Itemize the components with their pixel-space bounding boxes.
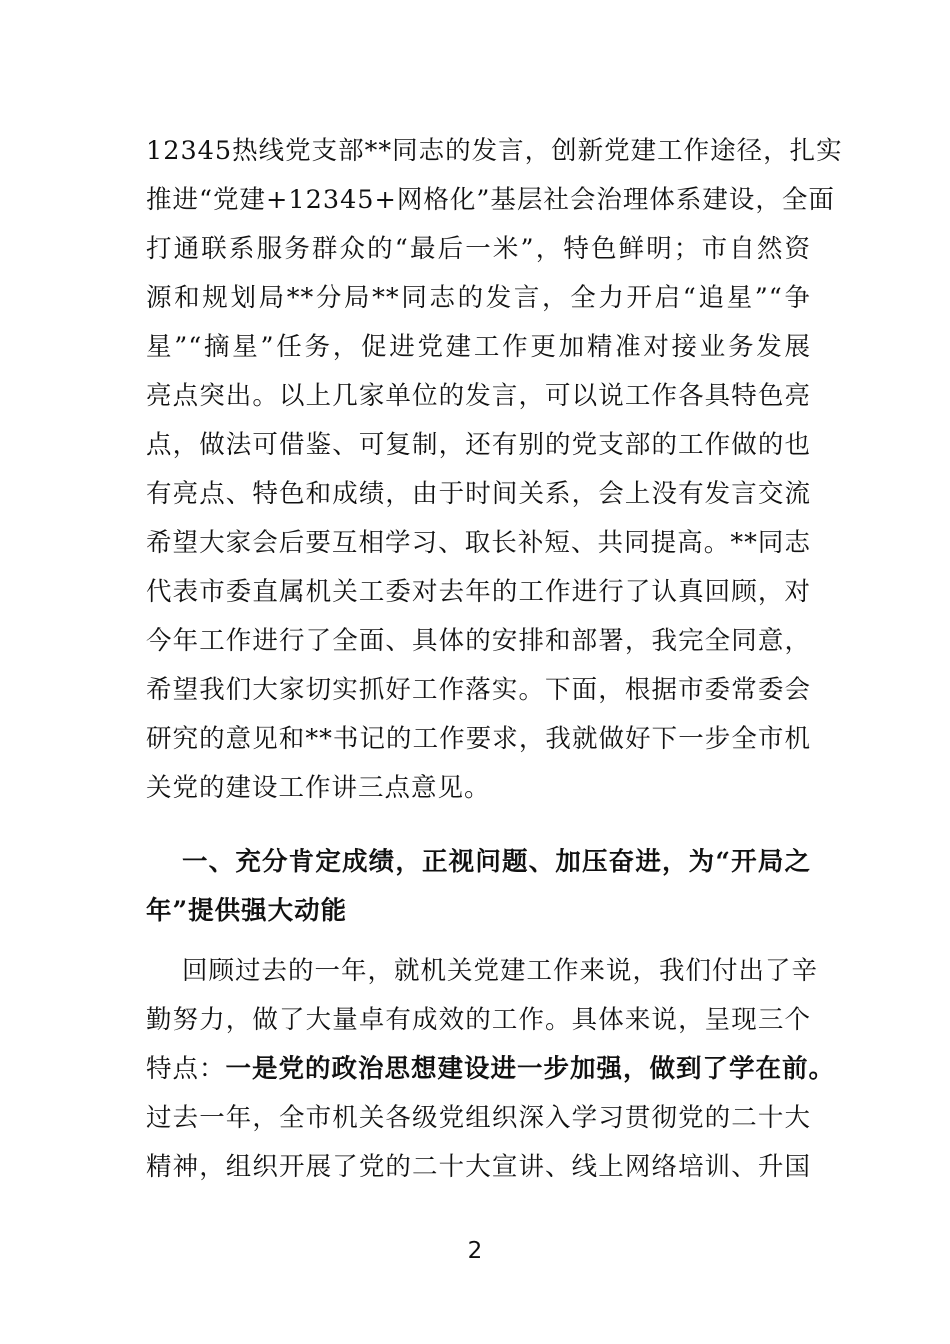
text-run: 特点： [146, 1054, 226, 1084]
text-line: 关党的建设工作讲三点意见。 [146, 773, 491, 803]
heading-line: 年”提供强大动能 [146, 896, 348, 926]
text-line: 有亮点、特色和成绩，由于时间关系，会上没有发言交流 [146, 479, 811, 509]
text-line: 源和规划局**分局**同志的发言，全力开启“追星”“争 [146, 283, 811, 313]
body-paragraph [146, 947, 836, 1192]
text-line: 点，做法可借鉴、可复制，还有别的党支部的工作做的也 [146, 430, 811, 460]
text-line: 今年工作进行了全面、具体的安排和部署，我完全同意， [146, 626, 811, 656]
text-line: 代表市委直属机关工委对去年的工作进行了认真回顾，对 [146, 577, 811, 607]
text-line: 打通联系服务群众的“最后一米”，特色鲜明；市自然资 [146, 234, 811, 264]
text-line: 希望大家会后要互相学习、取长补短、共同提高。**同志 [146, 528, 811, 558]
text-line: 希望我们大家切实抓好工作落实。下面，根据市委常委会 [146, 675, 811, 705]
body-paragraph-continued [146, 127, 843, 813]
text-line: 回顾过去的一年，就机关党建工作来说，我们付出了辛 [182, 956, 819, 986]
section-heading [146, 838, 811, 936]
text-line: 星”“摘星”任务，促进党建工作更加精准对接业务发展 [146, 332, 811, 362]
bold-key-point: 一是党的政治思想建设进一步加强，做到了学在前。 [225, 1054, 836, 1084]
text-line: 精神，组织开展了党的二十大宣讲、线上网络培训、升国 [146, 1152, 811, 1182]
page-number: 2 [467, 1238, 483, 1264]
heading-line: 一、充分肯定成绩，正视问题、加压奋进，为“开局之 [182, 847, 811, 877]
text-line: 过去一年，全市机关各级党组织深入学习贯彻党的二十大 [146, 1103, 811, 1133]
text-line: 研究的意见和**书记的工作要求，我就做好下一步全市机 [146, 724, 811, 754]
text-line [146, 1045, 836, 1094]
text-line: 勤努力，做了大量卓有成效的工作。具体来说，呈现三个 [146, 1005, 811, 1035]
text-line: 亮点突出。以上几家单位的发言，可以说工作各具特色亮 [146, 381, 811, 411]
text-line: 推进“党建+12345+网格化”基层社会治理体系建设，全面 [146, 185, 835, 215]
text-line: 12345热线党支部**同志的发言，创新党建工作途径，扎实 [146, 136, 843, 166]
